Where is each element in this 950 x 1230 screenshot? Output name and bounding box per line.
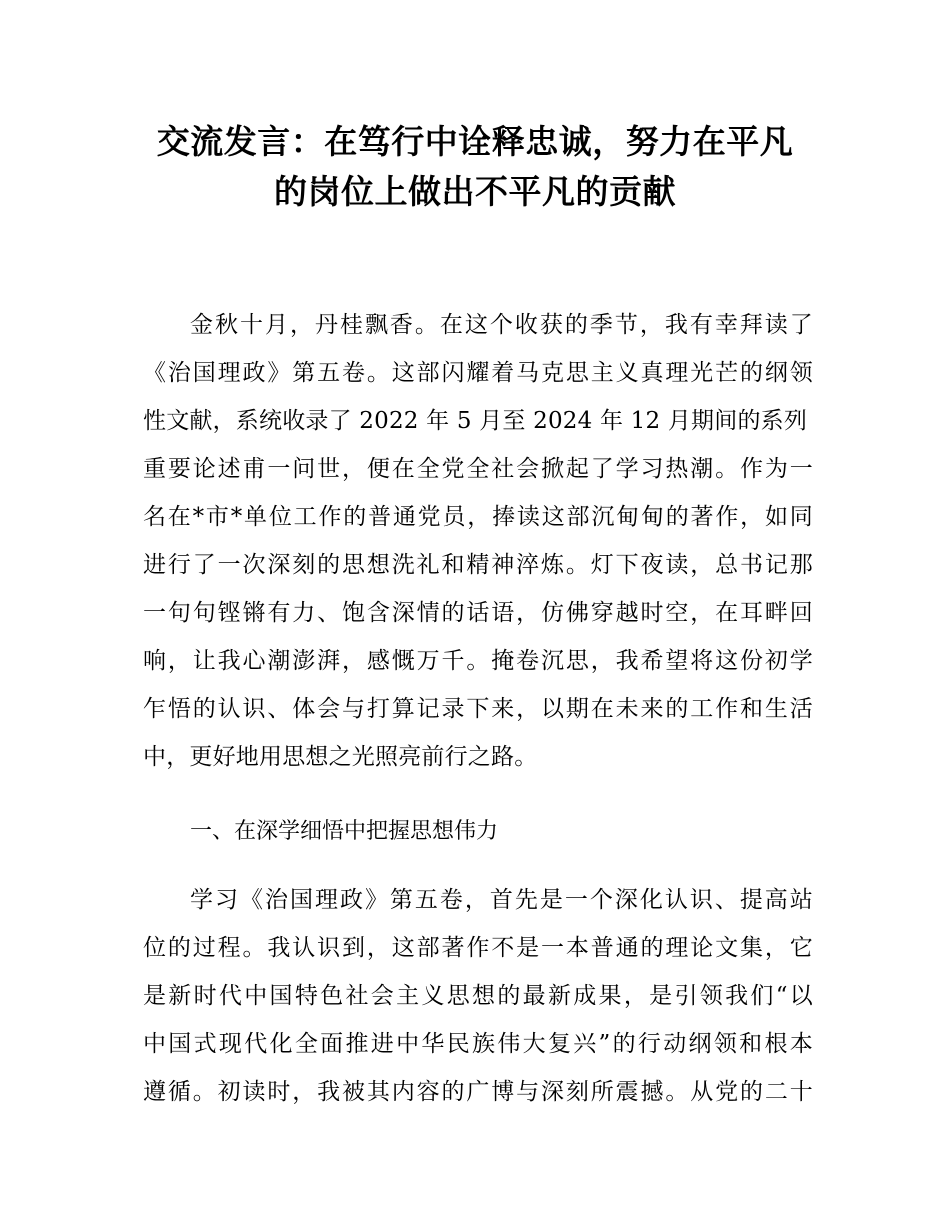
paragraph-2-line: 中国式现代化全面推进中华民族伟大复兴”的行动纲领和根本 (143, 1031, 813, 1057)
paragraph-2-line: 位的过程。我认识到，这部著作不是一本普通的理论文集，它 (143, 935, 813, 961)
paragraph-1-line: 性文献，系统收录了 2022 年 5 月至 2024 年 12 月期间的系列 (143, 408, 808, 434)
title-line-2: 的岗位上做出不平凡的贡献 (274, 172, 676, 211)
paragraph-1-line: 响，让我心潮澎湃，感慨万千。掩卷沉思，我希望将这份初学 (143, 648, 813, 674)
document-title (140, 117, 810, 217)
title-line-1: 交流发言：在笃行中诠释忠诚，努力在平凡 (156, 122, 794, 161)
paragraph-1-line: 《治国理政》第五卷。这部闪耀着马克思主义真理光芒的纲领 (143, 360, 813, 386)
paragraph-2-line: 学习《治国理政》第五卷，首先是一个深化认识、提高站 (190, 887, 813, 913)
paragraph-1-line: 金秋十月，丹桂飘香。在这个收获的季节，我有幸拜读了 (190, 312, 813, 338)
paragraph-1-line: 进行了一次深刻的思想洗礼和精神淬炼。灯下夜读，总书记那 (143, 552, 813, 578)
paragraph-2-line: 遵循。初读时，我被其内容的广博与深刻所震撼。从党的二十 (143, 1079, 813, 1105)
paragraph-1-line: 乍悟的认识、体会与打算记录下来，以期在未来的工作和生活 (143, 696, 813, 722)
paragraph-1-line: 一句句铿锵有力、饱含深情的话语，仿佛穿越时空，在耳畔回 (143, 600, 813, 626)
paragraph-1-line: 中，更好地用思想之光照亮前行之路。 (143, 744, 538, 770)
paragraph-1-line: 重要论述甫一问世，便在全党全社会掀起了学习热潮。作为一 (143, 456, 813, 482)
section-heading-1: 一、在深学细悟中把握思想伟力 (190, 819, 499, 844)
paragraph-2-line: 是新时代中国特色社会主义思想的最新成果，是引领我们“以 (143, 983, 813, 1009)
paragraph-1-line: 名在*市*单位工作的普通党员，捧读这部沉甸甸的著作，如同 (143, 504, 813, 530)
